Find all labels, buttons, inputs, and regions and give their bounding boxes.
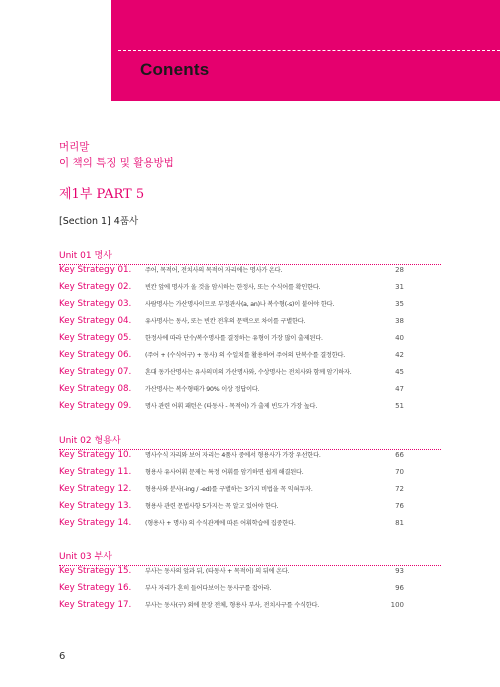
unit-heading: Unit 02 형용사 [59,433,441,450]
strategy-label: Key Strategy 02. [59,282,132,292]
toc-entry [59,447,404,463]
toc-entry [59,464,404,480]
toc-entry [59,364,404,380]
toc-entry [59,381,404,397]
intro-preface: 머리말 [59,141,90,153]
strategy-label: Key Strategy 05. [59,333,132,343]
strategy-desc: 가산명사는 복수형태가 90% 이상 정답이다. [145,386,260,393]
strategy-desc: 명사수식 자리와 보어 자리는 4품사 중에서 형용사가 가장 우선한다. [145,452,321,459]
intro-features: 이 책의 특징 및 활용방법 [59,157,174,169]
strategy-label: Key Strategy 07. [59,367,132,377]
toc-entry [59,330,404,346]
strategy-label: Key Strategy 11. [59,467,132,477]
toc-entry [59,262,404,278]
strategy-desc: 부사는 동사의 앞과 뒤, (타동사 + 목적어) 의 뒤에 온다. [145,568,290,575]
strategy-desc: 빈칸 앞에 명사가 올 것을 암시하는 한정사, 또는 수식어를 확인한다. [145,284,321,291]
page-ref: 51 [395,402,404,410]
strategy-label: Key Strategy 12. [59,484,132,494]
strategy-label: Key Strategy 14. [59,518,132,528]
strategy-desc: 사람명사는 가산명사이므로 부정관사(a, an)나 복수형(-s)이 붙어야 한다. [145,301,335,308]
strategy-desc: 한정사에 따라 단수/복수명사를 결정하는 유형이 가장 많이 출제된다. [145,335,323,342]
header-dashed-rule [118,50,500,51]
page-ref: 93 [395,567,404,575]
page-ref: 35 [395,300,404,308]
toc-entry [59,498,404,514]
page-ref: 72 [395,485,404,493]
page-ref: 31 [395,283,404,291]
strategy-desc: (형용사 + 명사) 의 수식관계에 따른 어휘학습에 집중한다. [145,520,296,527]
toc-entry [59,580,404,596]
page-ref: 38 [395,317,404,325]
strategy-desc: 형용사 관련 문법사항 5가지는 꼭 알고 있어야 한다. [145,503,279,510]
page-ref: 100 [390,601,404,609]
strategy-desc: (주어 + (수식어구) + 동사) 의 수일치를 활용하여 주어의 단복수를 결정한다. [145,352,346,359]
strategy-label: Key Strategy 08. [59,384,132,394]
page-ref: 66 [395,451,404,459]
strategy-desc: 주어, 목적어, 전치사의 목적어 자리에는 명사가 온다. [145,267,283,274]
strategy-desc: 형용사와 분사(-ing / -ed)를 구별하는 3가지 비법을 꼭 익혀두자. [145,486,313,493]
strategy-desc: 부사는 동사(구) 외에 문장 전체, 형용사 부사, 전치사구를 수식한다. [145,602,320,609]
strategy-desc: 혼대 동가산명사는 유사의미의 가산명사와, 수상명사는 전치사와 함께 암기하자. [145,369,352,376]
strategy-label: Key Strategy 03. [59,299,132,309]
unit-heading: Unit 01 명사 [59,248,441,265]
page-ref: 40 [395,334,404,342]
page-ref: 81 [395,519,404,527]
page-ref: 28 [395,266,404,274]
toc-entry [59,597,404,613]
page-ref: 70 [395,468,404,476]
strategy-label: Key Strategy 01. [59,265,132,275]
page-ref: 47 [395,385,404,393]
toc-entry [59,296,404,312]
toc-entry [59,515,404,531]
section-title: [Section 1] 4품사 [59,216,139,227]
strategy-label: Key Strategy 13. [59,501,132,511]
strategy-label: Key Strategy 16. [59,583,132,593]
strategy-label: Key Strategy 17. [59,600,132,610]
page-number: 6 [59,651,66,662]
toc-entry [59,347,404,363]
strategy-desc: 부사 자리가 혼히 들어다보이는 동사구를 잡아라. [145,585,272,592]
strategy-label: Key Strategy 04. [59,316,132,326]
strategy-desc: 명사 관련 어휘 패턴은 (타동사 - 목적어) 가 출제 빈도가 가장 높다. [145,403,318,410]
strategy-desc: 형용사 유사어휘 문제는 특정 어휘를 암기하면 쉽게 해결된다. [145,469,304,476]
toc-entry [59,398,404,414]
page-ref: 96 [395,584,404,592]
toc-entry [59,313,404,329]
strategy-label: Key Strategy 09. [59,401,132,411]
page-ref: 45 [395,368,404,376]
contents-title: Conents [140,60,210,79]
toc-entry [59,481,404,497]
toc-entry [59,279,404,295]
part-title: 제1부 PART 5 [59,187,145,202]
strategy-label: Key Strategy 15. [59,566,132,576]
strategy-label: Key Strategy 06. [59,350,132,360]
unit-heading: Unit 03 부사 [59,549,441,566]
page-ref: 42 [395,351,404,359]
strategy-label: Key Strategy 10. [59,450,132,460]
strategy-desc: 유사명사는 동사, 또는 빈칸 전후의 문맥으로 차이를 구별한다. [145,318,306,325]
toc-entry [59,563,404,579]
page-ref: 76 [395,502,404,510]
